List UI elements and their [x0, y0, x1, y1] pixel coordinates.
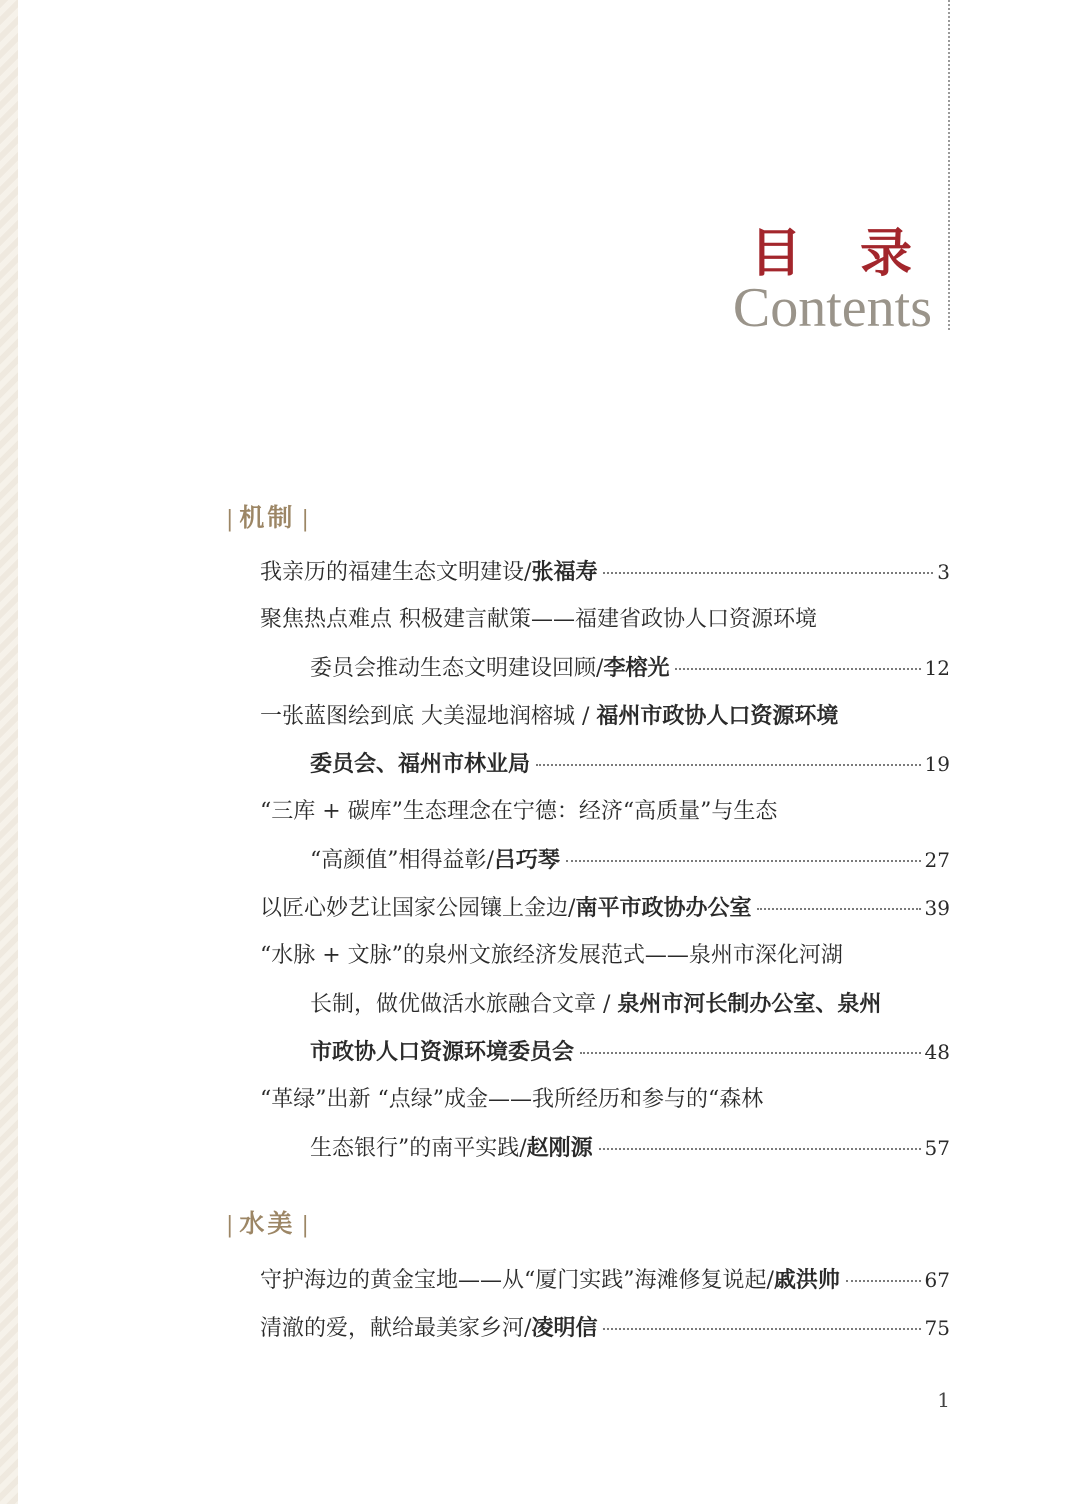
section-bar-left: | — [226, 507, 234, 532]
entry-title: 生态银行”的南平实践 — [310, 1136, 520, 1161]
entry-title: 以匠心妙艺让国家公园镶上金边 — [260, 896, 569, 921]
entry-author: 福州市政协人口资源环境 — [596, 703, 839, 729]
entry-title: “三库 + 碳库”生态理念在宁德：经济“高质量”与生态 — [260, 799, 778, 824]
entry-title: 一张蓝图绘到底 大美湿地润榕城 — [260, 704, 575, 729]
section-bar-left: | — [226, 1213, 234, 1238]
toc-entry-6-line-1[interactable] — [260, 940, 950, 972]
entry-title: 清澈的爱，献给最美家乡河 — [260, 1316, 525, 1341]
entry-title: “水脉 + 文脉”的泉州文旅经济发展范式——泉州市深化河湖 — [260, 943, 843, 968]
dot-leader — [603, 572, 933, 574]
toc-entry-7-line-1[interactable] — [260, 1084, 950, 1116]
dot-leader — [599, 1148, 921, 1150]
entry-author: 南平市政协办公室 — [575, 895, 752, 921]
dot-leader — [603, 1328, 920, 1330]
section-heading-shuimei — [226, 1206, 309, 1244]
toc-entry-6-line-2[interactable] — [310, 988, 950, 1021]
entry-author: 李榕光 — [603, 655, 670, 681]
entry-separator: / — [575, 704, 597, 729]
toc-entry-8[interactable] — [260, 1264, 950, 1297]
dot-leader — [566, 860, 921, 862]
toc-title-english: Contents — [732, 277, 932, 339]
section-label: 水美 — [239, 1209, 296, 1238]
entry-separator: / — [596, 656, 604, 681]
toc-entry-3-line-2[interactable] — [310, 748, 950, 780]
entry-author: 泉州市河长制办公室、泉州 — [617, 991, 882, 1017]
toc-entry-6-line-3[interactable] — [310, 1036, 950, 1068]
toc-entry-7-line-2[interactable] — [310, 1132, 950, 1165]
page-edge-pattern — [0, 0, 18, 1504]
entry-author: 市政协人口资源环境委员会 — [310, 1039, 575, 1065]
entry-title: 守护海边的黄金宝地——从“厦门实践”海滩修复说起 — [260, 1268, 767, 1293]
toc-entry-5[interactable] — [260, 892, 950, 925]
entry-page: 57 — [924, 1136, 950, 1160]
toc-entry-4-line-1[interactable] — [260, 796, 950, 828]
entry-author: 戚洪帅 — [773, 1267, 840, 1293]
entry-title: “高颜值”相得益彰 — [310, 848, 487, 873]
dot-leader — [846, 1280, 921, 1282]
entry-author: 吕巧琴 — [493, 847, 560, 873]
entry-author: 委员会、福州市林业局 — [310, 751, 531, 777]
dot-leader — [675, 668, 920, 670]
toc-entry-3-line-1[interactable] — [260, 700, 950, 733]
dot-leader — [580, 1052, 921, 1054]
entry-title: “革绿”出新 “点绿”成金——我所经历和参与的“森林 — [260, 1087, 764, 1112]
toc-entry-4-line-2[interactable] — [310, 844, 950, 877]
entry-page: 75 — [924, 1316, 950, 1340]
entry-author: 赵刚源 — [526, 1135, 593, 1161]
toc-entry-2-line-1[interactable] — [260, 604, 950, 636]
entry-page: 39 — [924, 896, 950, 920]
dot-leader — [536, 764, 921, 766]
page-number: 1 — [937, 1388, 950, 1412]
entry-title: 长制，做优做活水旅融合文章 — [310, 992, 597, 1017]
entry-separator: / — [519, 1136, 527, 1161]
entry-page: 48 — [924, 1040, 950, 1064]
entry-separator: / — [524, 1316, 532, 1341]
entry-page: 12 — [924, 656, 950, 680]
entry-author: 张福寿 — [531, 559, 598, 585]
dot-leader — [757, 908, 920, 910]
entry-title: 聚焦热点难点 积极建言献策——福建省政协人口资源环境 — [260, 607, 817, 632]
entry-page: 19 — [924, 752, 950, 776]
entry-title: 委员会推动生态文明建设回顾 — [310, 656, 597, 681]
entry-separator: / — [524, 560, 532, 585]
entry-page: 67 — [924, 1268, 950, 1292]
entry-title: 我亲历的福建生态文明建设 — [260, 560, 525, 585]
toc-entry-9[interactable] — [260, 1312, 950, 1345]
entry-separator: / — [766, 1268, 774, 1293]
section-label: 机制 — [239, 503, 296, 532]
section-heading-jizhi — [226, 500, 309, 538]
entry-separator: / — [486, 848, 494, 873]
section-bar-right: | — [301, 507, 309, 532]
entry-separator: / — [596, 992, 618, 1017]
toc-entry-2-line-2[interactable] — [310, 652, 950, 685]
entry-page: 3 — [937, 560, 950, 584]
section-bar-right: | — [301, 1213, 309, 1238]
entry-separator: / — [568, 896, 576, 921]
entry-author: 凌明信 — [531, 1315, 598, 1341]
entry-page: 27 — [924, 848, 950, 872]
toc-title-chinese: 目 录 — [749, 223, 932, 284]
toc-entry-1[interactable] — [260, 556, 950, 589]
dotted-vertical-rule — [948, 0, 950, 330]
